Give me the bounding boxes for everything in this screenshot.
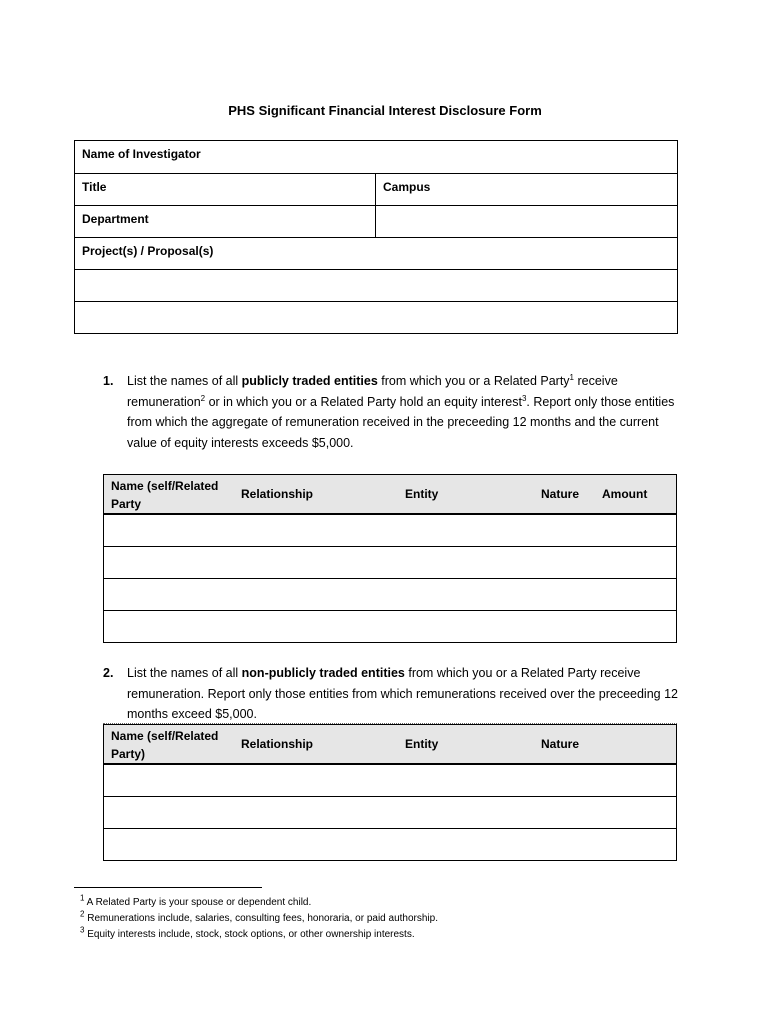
title-field[interactable]: Title <box>75 174 376 205</box>
section-1-line-4: value of equity interests exceeds $5,000. <box>127 435 354 450</box>
form-title: PHS Significant Financial Interest Disclosure Form <box>228 103 542 118</box>
info-row-title-campus <box>75 173 677 205</box>
table-1-header <box>104 475 676 514</box>
footnote-3: $^3$ Equity interests include, stock, stock options, or other ownership interests. <box>80 925 415 940</box>
publicly-traded-table <box>103 474 677 643</box>
section-2-line-2: remuneration. Report only those entities from which remunerations received over the preceeding 12 <box>127 686 678 701</box>
section-1-line-3: from which the aggregate of remuneration received in the preceeding 12 months and the current <box>127 415 659 429</box>
header-name: Name (self/Related Party) <box>111 729 219 761</box>
name-of-investigator-field[interactable]: Name of Investigator <box>82 147 201 161</box>
header-nature: Nature <box>541 737 580 751</box>
projects-blank-field-2[interactable] <box>75 302 677 333</box>
section-2-instructions <box>103 663 703 725</box>
header-amount: Amount <box>602 487 648 501</box>
info-row-name <box>75 141 677 173</box>
section-2-line-1: List the names of all non-publicly traded entities from which you or a Related Party receive <box>127 666 641 680</box>
header-relationship: Relationship <box>241 737 314 751</box>
footnotes <box>80 895 438 943</box>
info-row-department <box>75 205 677 237</box>
table-2-row[interactable] <box>104 828 676 860</box>
info-row-projects-blank-1 <box>75 269 677 301</box>
header-nature: Nature <box>541 487 580 501</box>
footnote-rule <box>74 887 262 888</box>
section-1-instructions <box>103 371 703 453</box>
section-1-line-1: List the names of all publicly traded entities from which you or a Related Party$^1$ receive <box>127 372 618 388</box>
footnote-2: $^2$ Remunerations include, salaries, consulting fees, honoraria, or paid authorship. <box>80 909 438 924</box>
info-row-projects-blank-2 <box>75 301 677 333</box>
campus-field[interactable]: Campus <box>383 180 431 194</box>
table-2-row[interactable] <box>104 796 676 828</box>
table-1-row[interactable] <box>104 610 676 642</box>
header-relationship: Relationship <box>241 487 314 501</box>
investigator-info-table <box>74 140 678 334</box>
projects-proposals-field[interactable]: Project(s) / Proposal(s) <box>82 244 214 258</box>
non-publicly-traded-table <box>103 724 677 861</box>
table-1-row[interactable] <box>104 514 676 546</box>
header-entity: Entity <box>405 487 439 501</box>
section-1-line-2: remuneration$^2$ or in which you or a Related Party hold an equity interest$^3$. Report only those entities <box>127 393 675 409</box>
table-2-row[interactable] <box>104 764 676 796</box>
table-2-header <box>104 725 676 764</box>
table-1-row[interactable] <box>104 578 676 610</box>
header-name: Name (self/Related Party <box>111 479 219 511</box>
section-1-number: 1. <box>103 374 114 388</box>
header-entity: Entity <box>405 737 439 751</box>
table-1-row[interactable] <box>104 546 676 578</box>
department-extra-field[interactable] <box>376 206 677 237</box>
info-row-projects <box>75 237 677 269</box>
section-2-line-3: months exceed $5,000. <box>127 707 257 721</box>
section-2-number: 2. <box>103 666 114 680</box>
footnote-1: $^1$ A Related Party is your spouse or dependent child. <box>80 893 312 908</box>
projects-blank-field-1[interactable] <box>75 270 677 301</box>
department-field[interactable]: Department <box>75 206 376 237</box>
